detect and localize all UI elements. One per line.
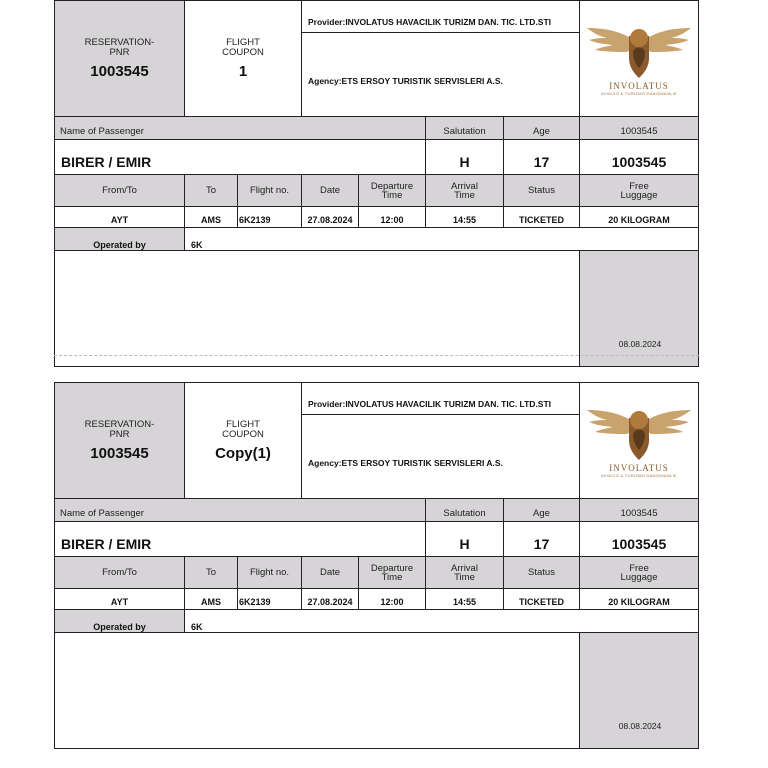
passenger-name: BIRER / EMIR xyxy=(61,536,152,552)
logo-block xyxy=(579,0,699,117)
flight-no-label: Flight no. xyxy=(249,184,290,196)
age-label-cell xyxy=(503,116,580,140)
coupon-block xyxy=(184,0,302,117)
operated-by-cell xyxy=(184,609,699,633)
flight-no-label-cell xyxy=(237,556,302,589)
salutation-value: H xyxy=(459,154,470,170)
luggage-label: Free Luggage xyxy=(620,562,658,583)
pnr-value: 1003545 xyxy=(90,62,149,80)
age-label: Age xyxy=(533,508,550,519)
from-cell xyxy=(54,206,185,228)
age-value: 17 xyxy=(533,536,550,552)
provider-text: Provider:INVOLATUS HAVACILIK TURIZM DAN. TIC. LTD.STI xyxy=(308,17,552,27)
luggage-label: Free Luggage xyxy=(620,180,658,201)
age-label: Age xyxy=(533,126,550,137)
cut-line xyxy=(54,355,699,356)
flight-coupon xyxy=(54,395,699,765)
status-cell xyxy=(503,588,580,610)
notes-area xyxy=(54,250,580,367)
coupon-block xyxy=(184,382,302,499)
operated-by-label-cell xyxy=(54,227,185,251)
age-cell xyxy=(503,139,580,175)
from-cell xyxy=(54,588,185,610)
luggage-label-cell xyxy=(579,556,699,589)
from-value: AYT xyxy=(110,597,129,607)
departure-cell xyxy=(358,588,426,610)
status-label: Status xyxy=(528,184,555,196)
arrival-cell xyxy=(425,206,504,228)
involatus-logo-icon xyxy=(585,404,693,462)
status-value: TICKETED xyxy=(519,597,564,607)
agency-text: Agency:ETS ERSOY TURISTIK SERVISLERI A.S. xyxy=(308,458,503,468)
logo-name: INVOLATUS xyxy=(609,80,669,91)
to-label-cell xyxy=(184,556,238,589)
to-label: To xyxy=(205,566,217,578)
flight-no-cell xyxy=(237,588,302,610)
flight-coupon xyxy=(54,13,699,383)
age-value: 17 xyxy=(533,154,550,170)
from-to-label-cell xyxy=(54,556,185,589)
from-to-label: From/To xyxy=(102,184,137,196)
salutation-label: Salutation xyxy=(443,126,486,137)
departure-label-cell xyxy=(358,556,426,589)
arrival-label-cell xyxy=(425,174,504,207)
ticket-ref: 1003545 xyxy=(611,536,667,552)
date-value: 27.08.2024 xyxy=(307,215,353,225)
logo-block xyxy=(579,382,699,499)
flight-no-cell xyxy=(237,206,302,228)
date-label: Date xyxy=(319,566,341,578)
operated-by-value: 6K xyxy=(191,622,203,632)
operated-by-label: Operated by xyxy=(93,622,146,632)
pnr-label: RESERVATION- PNR xyxy=(84,418,155,440)
passenger-name-cell xyxy=(54,139,426,175)
logo-monogram: ICC xyxy=(630,395,650,406)
salutation-value: H xyxy=(459,536,470,552)
issue-date-cell xyxy=(579,632,699,749)
arrival-cell xyxy=(425,588,504,610)
flight-no-label-cell xyxy=(237,174,302,207)
flight-no-label: Flight no. xyxy=(249,566,290,578)
notes-area xyxy=(54,632,580,749)
arrival-label: Arrival Time xyxy=(451,562,478,583)
agency-block xyxy=(301,32,580,117)
logo-monogram: ICC xyxy=(630,13,650,24)
operated-by-label-cell xyxy=(54,609,185,633)
flight-no-value: 6K2139 xyxy=(239,215,271,225)
issue-date: 08.08.2024 xyxy=(618,721,662,731)
from-value: AYT xyxy=(110,215,129,225)
arrival-label: Arrival Time xyxy=(451,180,478,201)
issue-date-cell xyxy=(579,250,699,367)
coupon-label: FLIGHT COUPON xyxy=(222,36,264,58)
age-label-cell xyxy=(503,498,580,522)
operated-by-value: 6K xyxy=(191,240,203,250)
ticket-ref: 1003545 xyxy=(611,154,667,170)
status-label-cell xyxy=(503,174,580,207)
departure-label: Departure Time xyxy=(370,562,414,583)
passenger-label: Name of Passenger xyxy=(60,126,144,137)
agency-block xyxy=(301,414,580,499)
coupon-value: 1 xyxy=(238,62,248,80)
status-label: Status xyxy=(528,566,555,578)
luggage-value: 20 KILOGRAM xyxy=(608,215,670,225)
to-label: To xyxy=(205,184,217,196)
issue-date: 08.08.2024 xyxy=(618,339,662,349)
passenger-label-cell xyxy=(54,498,426,522)
status-cell xyxy=(503,206,580,228)
operated-by-cell xyxy=(184,227,699,251)
ticket-ref-cell xyxy=(579,139,699,175)
pnr-block xyxy=(54,382,185,499)
passenger-label-cell xyxy=(54,116,426,140)
date-label: Date xyxy=(319,184,341,196)
salutation-label-cell xyxy=(425,498,504,522)
pnr-value: 1003545 xyxy=(90,444,149,462)
provider-text: Provider:INVOLATUS HAVACILIK TURIZM DAN. TIC. LTD.STI xyxy=(308,399,552,409)
departure-value: 12:00 xyxy=(380,215,404,225)
date-cell xyxy=(301,588,359,610)
to-cell xyxy=(184,206,238,228)
logo-subtitle: AVIACIÓ & TURIZMO DANIŞMANLIK xyxy=(601,90,677,96)
date-value: 27.08.2024 xyxy=(307,597,353,607)
status-value: TICKETED xyxy=(519,215,564,225)
ticket-ref-top: 1003545 xyxy=(620,508,658,519)
from-to-label: From/To xyxy=(102,566,137,578)
provider-block xyxy=(301,382,580,415)
passenger-name: BIRER / EMIR xyxy=(61,154,152,170)
luggage-label-cell xyxy=(579,174,699,207)
departure-cell xyxy=(358,206,426,228)
pnr-block xyxy=(54,0,185,117)
date-label-cell xyxy=(301,174,359,207)
departure-label: Departure Time xyxy=(370,180,414,201)
to-label-cell xyxy=(184,174,238,207)
salutation-label: Salutation xyxy=(443,508,486,519)
luggage-cell xyxy=(579,588,699,610)
ticket-ref-cell xyxy=(579,521,699,557)
ticket-ref-top-cell xyxy=(579,116,699,140)
date-label-cell xyxy=(301,556,359,589)
to-value: AMS xyxy=(201,597,221,607)
involatus-logo-icon xyxy=(585,22,693,80)
arrival-value: 14:55 xyxy=(452,215,477,225)
from-to-label-cell xyxy=(54,174,185,207)
date-cell xyxy=(301,206,359,228)
salutation-cell xyxy=(425,139,504,175)
passenger-label: Name of Passenger xyxy=(60,508,144,519)
luggage-cell xyxy=(579,206,699,228)
arrival-label-cell xyxy=(425,556,504,589)
pnr-label: RESERVATION- PNR xyxy=(84,36,155,58)
to-value: AMS xyxy=(201,215,221,225)
provider-block xyxy=(301,0,580,33)
luggage-value: 20 KILOGRAM xyxy=(608,597,670,607)
to-cell xyxy=(184,588,238,610)
coupon-value: Copy(1) xyxy=(215,444,271,462)
salutation-label-cell xyxy=(425,116,504,140)
departure-label-cell xyxy=(358,174,426,207)
departure-value: 12:00 xyxy=(380,597,404,607)
agency-text: Agency:ETS ERSOY TURISTIK SERVISLERI A.S. xyxy=(308,76,503,86)
flight-no-value: 6K2139 xyxy=(239,597,271,607)
ticket-ref-top-cell xyxy=(579,498,699,522)
passenger-name-cell xyxy=(54,521,426,557)
ticket-ref-top: 1003545 xyxy=(620,126,658,137)
logo-subtitle: AVIACIÓ & TURIZMO DANIŞMANLIK xyxy=(601,472,677,478)
coupon-label: FLIGHT COUPON xyxy=(222,418,264,440)
arrival-value: 14:55 xyxy=(452,597,477,607)
logo-name: INVOLATUS xyxy=(609,462,669,473)
operated-by-label: Operated by xyxy=(93,240,146,250)
salutation-cell xyxy=(425,521,504,557)
status-label-cell xyxy=(503,556,580,589)
age-cell xyxy=(503,521,580,557)
